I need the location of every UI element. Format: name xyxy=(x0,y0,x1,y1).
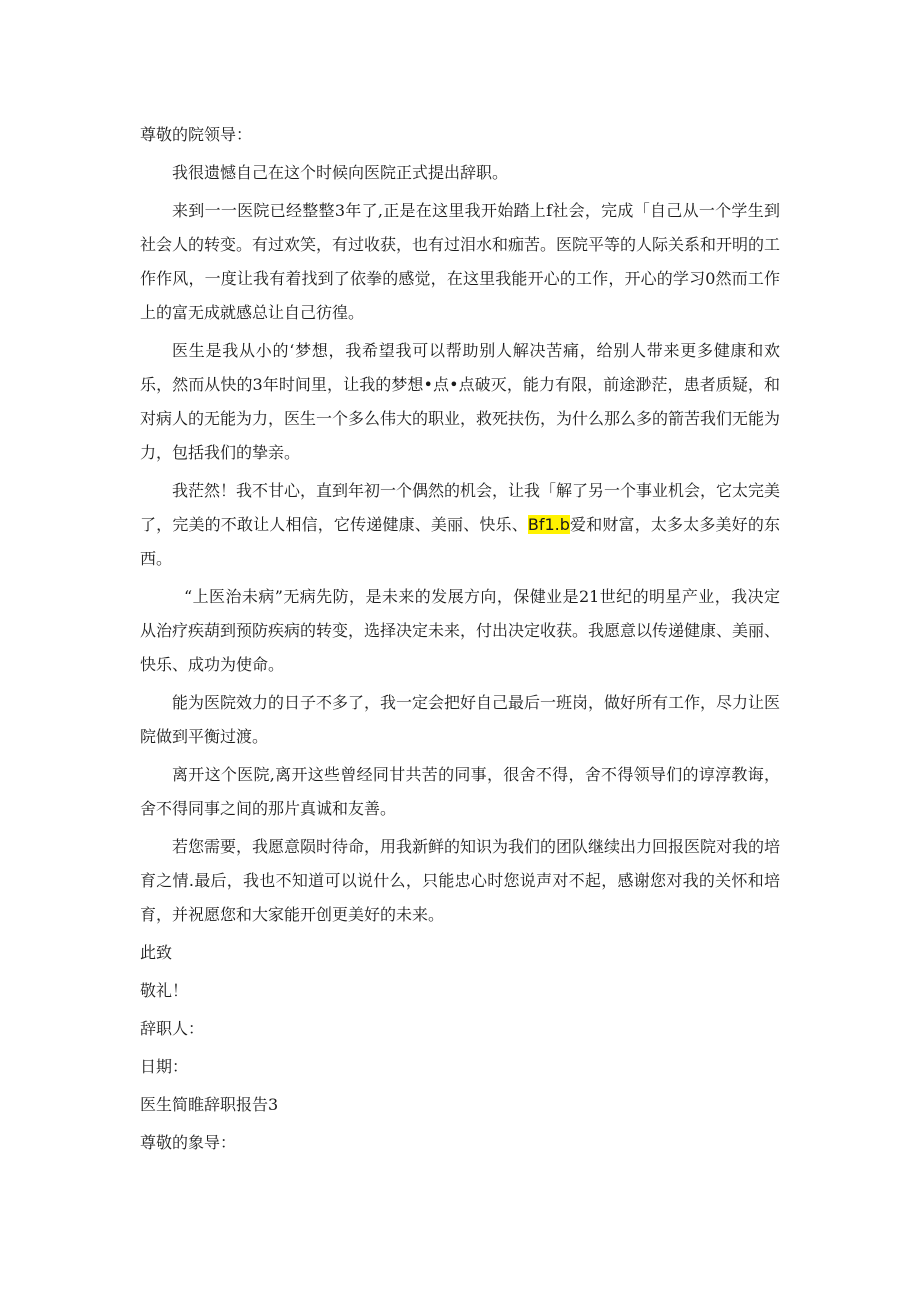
next-report-title: 医生简睢辞职报告3 xyxy=(140,1095,279,1114)
date-line: 日期： xyxy=(140,1057,189,1076)
paragraph-5: “上医治未病”无病先防，是未来的发展方向，保健业是21世纪的明星产业，我决定从治疗疾葫到预防疾病的转变，选择决定未来，付出决定收获。我愿意以传递健康、美丽、快乐、成功为使命。 xyxy=(140,587,781,674)
paragraph-4-text-start: 我茫然！我不甘心，直到年初一个偶然的机会，让我「解了另一个事业机会，它太完美了，完美的不敢让人相信，它传递健康、美丽、快乐、 xyxy=(140,481,781,534)
paragraph-1: 我很遗憾自己在这个时候向医院正式提出辞职。 xyxy=(172,163,509,182)
paragraph-4-text-end: 爱和财富，太多太多美好的东西。 xyxy=(140,515,780,568)
closing-line-1: 此致 xyxy=(140,943,173,962)
paragraph-7: 离开这个医院,离开这些曾经同甘共苦的同事，很舍不得，舍不得领导们的谆淳教诲，舍不得同事之间的那片真诚和友善。 xyxy=(140,765,780,818)
paragraph-8: 若您需要，我愿意陨时待命，用我新鲜的知识为我们的团队继续出力回报医院对我的培育之情.最后，我也不知道可以说什么，只能忠心时您说声对不起，感谢您对我的关怀和培育，并祝愿您和大家能开创更美好的未来。 xyxy=(140,837,781,924)
highlighted-text: Bf1.b xyxy=(527,515,570,534)
paragraph-3: 医生是我从小的‘梦想，我希望我可以帮助别人解决苦痛，给别人带来更多健康和欢乐，然而从快的3年时间里，让我的梦想•点•点破灭，能力有限，前途渺茫，患者质疑，和对病人的无能为力，医生一个多么伟大的职业，救死扶伤，为什么那么多的箭苦我们无能为力，包括我们的挚亲。 xyxy=(140,341,781,462)
paragraph-2: 来到一一医院已经整整3年了,正是在这里我开始踏上f社会，完成「自己从一个学生到社会人的转变。有过欢笑，有过收获，也有过泪水和痂苦。医院平等的人际关系和开明的工作作风，一度让我有着找到了依拳的感觉，在这里我能开心的工作，开心的学习0然而工作上的富无成就感总让自己彷徨。 xyxy=(140,201,781,322)
next-salutation: 尊敬的象导： xyxy=(140,1133,237,1152)
closing-line-2: 敬礼！ xyxy=(140,981,189,1000)
salutation: 尊敬的院领导： xyxy=(140,125,253,144)
signature-line: 辞职人： xyxy=(140,1019,205,1038)
letter-body xyxy=(140,118,780,1160)
paragraph-4 xyxy=(140,474,780,576)
paragraph-6: 能为医院效力的日子不多了，我一定会把好自己最后一班岗，做好所有工作，尽力让医院做到平衡过渡。 xyxy=(140,693,781,746)
